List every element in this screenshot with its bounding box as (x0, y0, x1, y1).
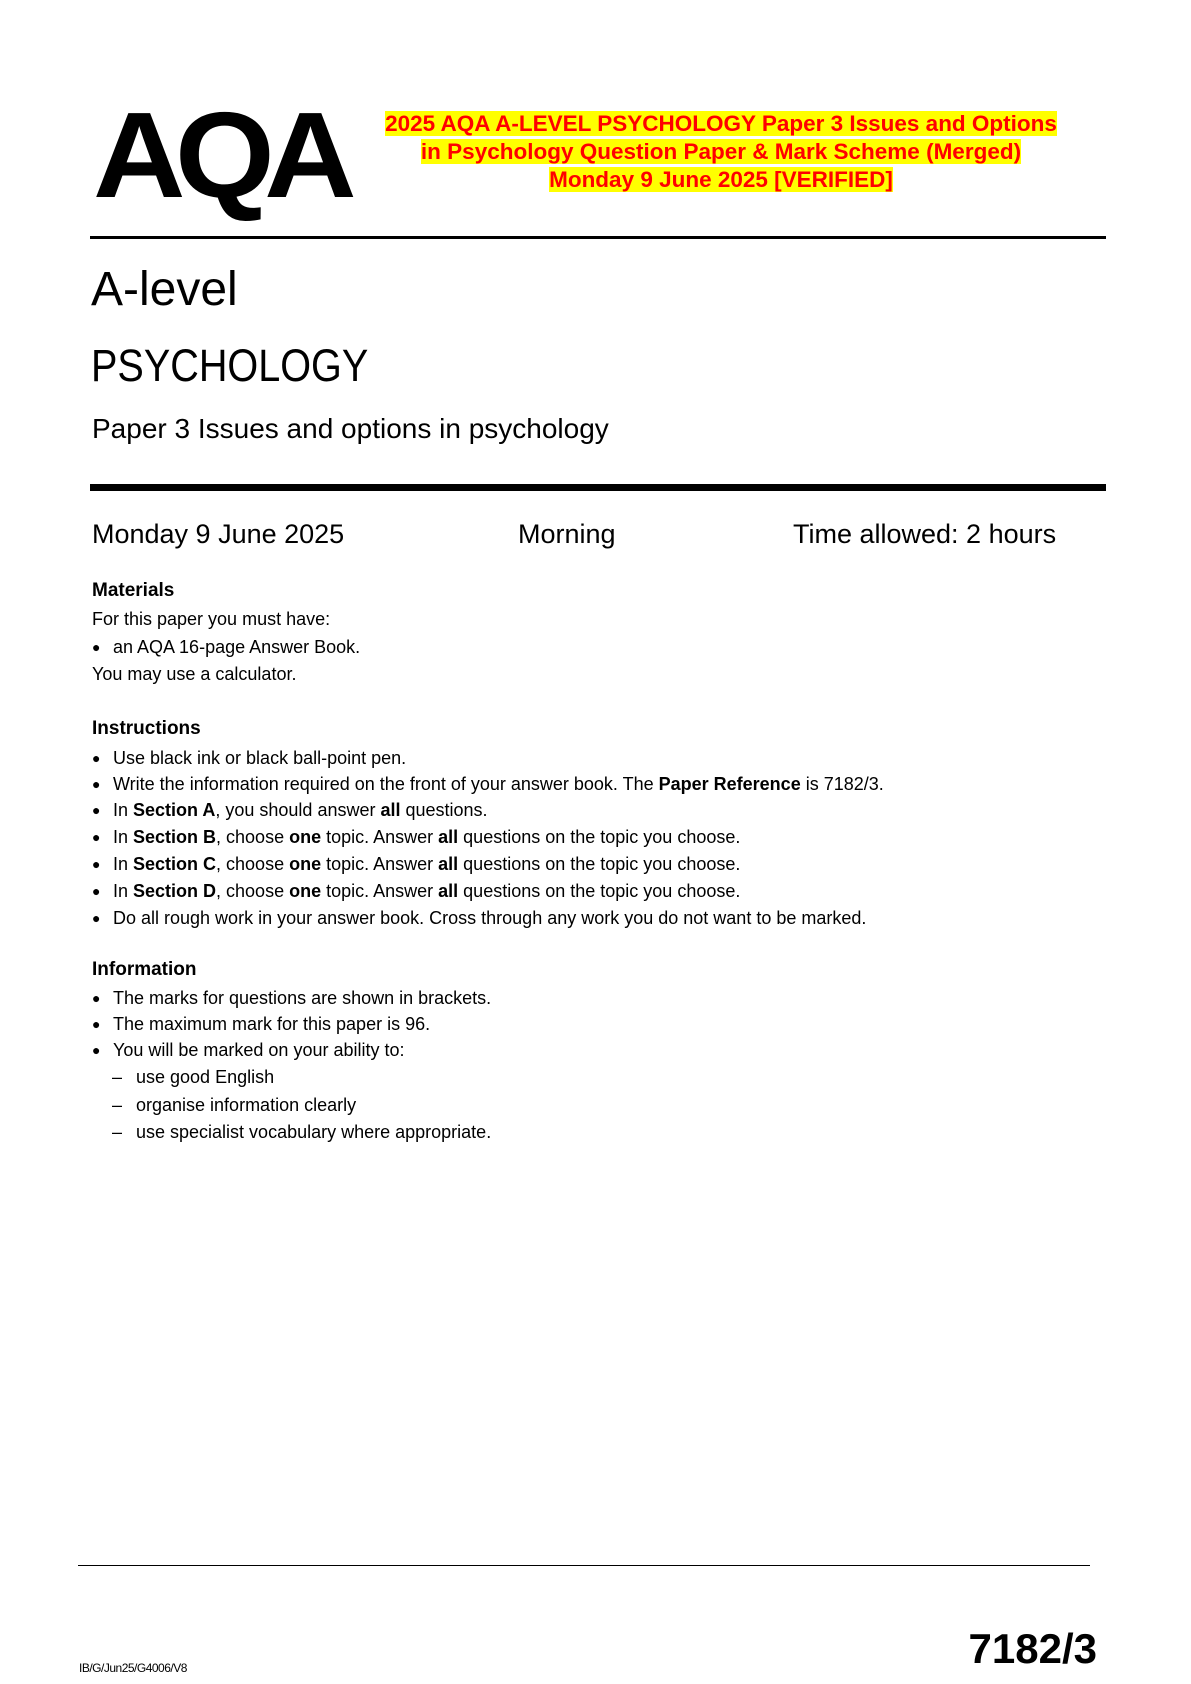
qualification-title: A-level (91, 263, 238, 316)
text: , choose (216, 827, 290, 847)
text: , choose (216, 854, 290, 874)
bold-text: all (380, 800, 401, 820)
footer-divider (78, 1565, 1090, 1566)
instruction-item (113, 800, 488, 821)
bold-text: one (289, 881, 322, 901)
dash-icon: – (112, 1067, 123, 1087)
banner-line: in Psychology Question Paper & Mark Scheme (Merged) (420, 139, 1022, 164)
exam-date: Monday 9 June 2025 (92, 519, 345, 549)
information-subitem: organise information clearly (136, 1095, 357, 1115)
text: topic. Answer (321, 827, 439, 847)
thick-divider (90, 484, 1106, 491)
text: In (113, 827, 134, 847)
dash-icon: – (112, 1095, 123, 1115)
bullet-icon: ● (92, 639, 101, 655)
text: questions on the topic you choose. (458, 854, 741, 874)
information-heading: Information (92, 959, 197, 980)
bold-text: all (438, 854, 459, 874)
information-item: The maximum mark for this paper is 96. (113, 1014, 431, 1034)
bold-text: Section A (133, 800, 216, 820)
bullet-icon: ● (92, 776, 101, 792)
instruction-item (113, 827, 740, 848)
bold-text: Section C (133, 854, 217, 874)
subject-title: PSYCHOLOGY (91, 340, 369, 391)
bullet-icon: ● (92, 883, 101, 899)
text: , choose (216, 881, 290, 901)
information-item: The marks for questions are shown in brackets. (113, 988, 492, 1008)
bold-text: Paper Reference (658, 774, 801, 794)
bold-text: one (289, 854, 322, 874)
text: , you should answer (215, 800, 381, 820)
bullet-icon: ● (92, 990, 101, 1006)
text: is 7182/3. (800, 774, 884, 794)
paper-code: 7182/3 (968, 1625, 1097, 1672)
title-banner (330, 110, 1112, 194)
bold-text: Section B (133, 827, 217, 847)
banner-line: 2025 AQA A-LEVEL PSYCHOLOGY Paper 3 Issues and Options (385, 111, 1057, 136)
text: questions. (400, 800, 488, 820)
bold-text: all (438, 881, 459, 901)
instructions-heading: Instructions (92, 718, 201, 739)
information-subitem: use good English (136, 1067, 275, 1087)
information-subitem: use specialist vocabulary where appropriate. (136, 1122, 492, 1142)
materials-note: You may use a calculator. (92, 664, 297, 684)
bullet-icon: ● (92, 1016, 101, 1032)
instruction-item (113, 908, 866, 929)
divider (90, 236, 1106, 239)
materials-intro: For this paper you must have: (92, 609, 331, 629)
text: questions on the topic you choose. (458, 881, 741, 901)
text: Use black ink or black ball-point pen. (113, 748, 407, 768)
information-item: You will be marked on your ability to: (113, 1040, 405, 1060)
bullet-icon: ● (92, 856, 101, 872)
bullet-icon: ● (92, 1042, 101, 1058)
text: questions on the topic you choose. (458, 827, 741, 847)
text: Do all rough work in your answer book. Cross through any work you do not want to be marked. (113, 908, 867, 928)
exam-session: Morning (518, 519, 616, 549)
instruction-item (113, 854, 740, 875)
aqa-logo: AQA (93, 87, 347, 223)
banner-line: Monday 9 June 2025 [VERIFIED] (549, 167, 893, 192)
text: In (113, 800, 134, 820)
time-allowed: Time allowed: 2 hours (793, 519, 1057, 549)
instruction-item (113, 881, 740, 902)
bold-text: one (289, 827, 322, 847)
document-reference: IB/G/Jun25/G4006/V8 (79, 1661, 187, 1675)
bullet-icon: ● (92, 750, 101, 766)
text: topic. Answer (321, 881, 439, 901)
instruction-item (113, 774, 884, 795)
dash-icon: – (112, 1122, 123, 1142)
instruction-item (113, 748, 406, 769)
text: Write the information required on the front of your answer book. The (113, 774, 659, 794)
text: In (113, 854, 134, 874)
bullet-icon: ● (92, 910, 101, 926)
materials-item: an AQA 16-page Answer Book. (113, 637, 361, 657)
bold-text: all (438, 827, 459, 847)
text: In (113, 881, 134, 901)
text: topic. Answer (321, 854, 439, 874)
bullet-icon: ● (92, 829, 101, 845)
bold-text: Section D (133, 881, 217, 901)
materials-heading: Materials (92, 580, 175, 601)
bullet-icon: ● (92, 802, 101, 818)
paper-title: Paper 3 Issues and options in psychology (92, 413, 609, 444)
